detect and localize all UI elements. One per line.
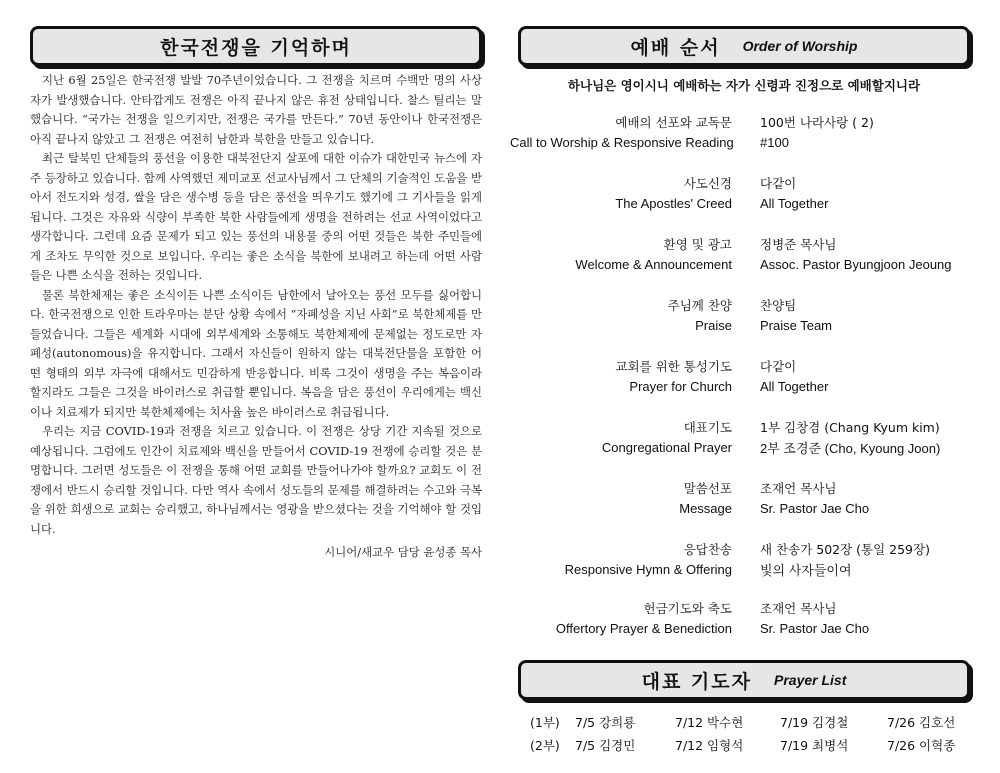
worship-item bbox=[510, 233, 980, 275]
column-paragraph: 우리는 지금 COVID-19과 전쟁을 치르고 있습니다. 이 전쟁은 상당 기간 지속될 것으로 예상됩니다. 그럼에도 인간이 치료제와 백신을 만들어서 COVID-19 전쟁에 승리할 것은 분명합니다. 그러면 성도들은 이 전쟁을 통해 어떤 교회를 만들어나가야 할까요? 교회도 이 전쟁에서 반드시 승리할 것입니다. 다만 역사 속에서 성도들의 문제를 해결하려는 수고와 극복을 위한 희생으로 교회는 승리했고, 하나님께서는 영광을 받으셨다는 것을 기억해야 할 것입니다. bbox=[30, 424, 482, 536]
column-signature: 시니어/새교우 담당 윤성종 목사 bbox=[324, 545, 482, 559]
item-value-ko: 다같이 bbox=[760, 358, 797, 374]
service-label: (1부) bbox=[530, 715, 560, 730]
worship-title-en: Order of Worship bbox=[742, 38, 858, 54]
item-label-en: Prayer for Church bbox=[629, 379, 732, 394]
item-label-en: Message bbox=[679, 501, 732, 516]
worship-title-ko: 예배 순서 bbox=[630, 36, 721, 59]
item-value-en: All Together bbox=[760, 379, 829, 394]
prayer-entry: 7/12 임형석 bbox=[675, 738, 744, 753]
item-value-en: 2부 조경준 (Cho, Kyoung Joon) bbox=[760, 441, 941, 456]
prayer-entry: 7/19 최병석 bbox=[780, 738, 849, 753]
item-label-ko: 헌금기도와 축도 bbox=[643, 600, 732, 616]
item-label-en: Responsive Hymn & Offering bbox=[564, 562, 732, 577]
item-value-en: Praise Team bbox=[760, 318, 833, 333]
item-label-ko: 교회를 위한 통성기도 bbox=[615, 358, 732, 374]
worship-item bbox=[510, 477, 980, 519]
prayer-list-title-box bbox=[518, 660, 970, 700]
item-label-en: Praise bbox=[695, 318, 732, 333]
item-value-ko: 1부 김창겸 (Chang Kyum kim) bbox=[760, 419, 940, 435]
item-label-ko: 말씀선포 bbox=[683, 480, 732, 496]
item-label-ko: 사도신경 bbox=[683, 175, 732, 191]
worship-item bbox=[510, 111, 980, 153]
prayer-entry: 7/5 김경민 bbox=[575, 738, 636, 753]
column-paragraph: 물론 북한체제는 좋은 소식이든 나쁜 소식이든 남한에서 날아오는 풍선 모두를 싫어합니다. 한국전쟁으로 인한 트라우마는 분단 상황 속에서 “자폐성을 지닌 사회”로 북한체제를 만들었습니다. 그들은 세계화 시대에 외부세계와 소통해도 북한체제에 문제없는 정도로만 자폐성(autonomous)을 유지합니다. 그래서 자신들이 원하지 않는 대북전단물을 포함한 어떤 형태의 외부 자극에 대해서도 민감하게 반응합니다. 비록 그것이 생명을 주는 복음이라 할지라도 그들은 그것을 바이러스로 취급할 뿐입니다. 복음을 담은 풍선이 우리에게는 백신이나 치료제가 되지만 북한체제에는 치사율 높은 바이러스로 취급됩니다. bbox=[30, 287, 482, 419]
item-label-ko: 예배의 선포와 교독문 bbox=[615, 114, 732, 130]
item-value-en: #100 bbox=[760, 135, 789, 150]
column-article bbox=[30, 71, 482, 563]
item-value-ko: 100번 나라사랑 ( 2) bbox=[760, 114, 874, 130]
item-value-en: 빛의 사자들이여 bbox=[760, 563, 852, 578]
prayer-list-title-ko: 대표 기도자 bbox=[641, 670, 752, 693]
worship-item bbox=[510, 416, 980, 458]
item-label-en: Congregational Prayer bbox=[601, 440, 732, 455]
service-label: (2부) bbox=[530, 738, 560, 753]
column-title: 한국전쟁을 기억하며 bbox=[160, 36, 352, 59]
item-value-ko: 정병준 목사님 bbox=[760, 236, 837, 252]
item-label-en: Call to Worship & Responsive Reading bbox=[510, 135, 734, 150]
prayer-list-title-en: Prayer List bbox=[774, 672, 847, 688]
item-value-en: All Together bbox=[760, 196, 829, 211]
worship-motto: 하나님은 영이시니 예배하는 자가 신령과 진정으로 예배할지니라 bbox=[567, 78, 921, 93]
item-label-en: The Apostles' Creed bbox=[615, 196, 732, 211]
worship-item bbox=[510, 597, 980, 639]
column-title-box bbox=[30, 26, 482, 66]
item-label-en: Offertory Prayer & Benediction bbox=[555, 621, 732, 636]
item-label-ko: 환영 및 광고 bbox=[663, 236, 732, 252]
item-value-ko: 새 찬송가 502장 (통일 259장) bbox=[760, 541, 930, 557]
worship-item bbox=[510, 294, 980, 336]
prayer-entry: 7/26 김호선 bbox=[887, 715, 956, 730]
worship-title-box bbox=[518, 26, 970, 66]
column-paragraph: 최근 탈북민 단체들의 풍선을 이용한 대북전단지 살포에 대한 이슈가 대한민국 뉴스에 자주 등장하고 있습니다. 함께 사역했던 제미교포 선교사님께서 그 단체의 기술적인 도움을 받아서 전도지와 성경, 쌀을 담은 생수병 등을 담은 풍선을 띄우기도 했기에 그 기사들을 읽게 됩니다. 그것은 자유와 식량이 부족한 북한 사람들에게 생명을 전하려는 선교 사역이었다고 생각합니다. 그런데 요즘 문제가 되고 있는 풍선의 내용물 중의 어떤 것들은 북한 주민들에게 조차도 무익한 것으로 보입니다. 우리는 좋은 소식을 북한에 보내려고 하는데 어떤 사람들은 나쁜 소식을 전하는 것입니다. bbox=[30, 151, 482, 282]
item-label-ko: 주님께 찬양 bbox=[667, 297, 732, 313]
item-label-ko: 대표기도 bbox=[683, 419, 732, 435]
item-label-ko: 응답찬송 bbox=[683, 541, 732, 557]
item-label-en: Welcome & Announcement bbox=[575, 257, 732, 272]
prayer-entry: 7/5 강희룡 bbox=[575, 715, 636, 730]
item-value-ko: 조재언 목사님 bbox=[760, 600, 837, 616]
item-value-ko: 다같이 bbox=[760, 175, 797, 191]
column-paragraph: 지난 6월 25일은 한국전쟁 발발 70주년이었습니다. 그 전쟁을 치르며 수백만 명의 사상자가 발생했습니다. 안타깝게도 전쟁은 아직 끝나지 않은 휴전 상태입니다. 찰스 틸리는 말했습니다. “국가는 전쟁을 일으키지만, 전쟁은 국가를 만든다.” 70년 동안이나 한국전쟁은 아직 끝나지 않았고 그 전쟁은 여전히 남한과 북한을 만들고 있습니다. bbox=[30, 73, 482, 146]
worship-item bbox=[510, 172, 980, 214]
worship-item bbox=[510, 355, 980, 397]
item-value-en: Assoc. Pastor Byungjoon Jeoung bbox=[760, 257, 952, 272]
worship-item bbox=[510, 538, 980, 580]
prayer-entry: 7/26 이혁종 bbox=[887, 738, 956, 753]
item-value-en: Sr. Pastor Jae Cho bbox=[760, 501, 870, 516]
prayer-entry: 7/12 박수현 bbox=[675, 715, 744, 730]
item-value-en: Sr. Pastor Jae Cho bbox=[760, 621, 870, 636]
item-value-ko: 조재언 목사님 bbox=[760, 480, 837, 496]
prayer-entry: 7/19 김경철 bbox=[780, 715, 849, 730]
item-value-ko: 찬양팀 bbox=[760, 297, 797, 313]
